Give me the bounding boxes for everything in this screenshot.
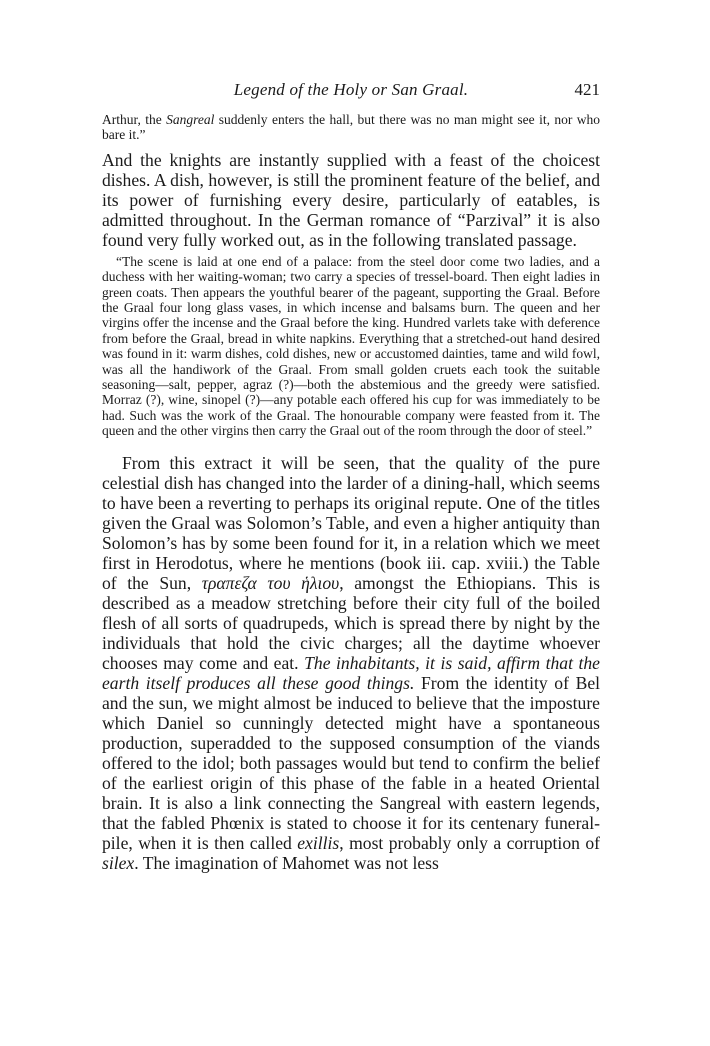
page-header [102, 80, 600, 110]
paragraph-1: And the knights are instantly supplied with a feast of the choicest dishes. A dish, however, is still the prominent feature of the belief, and its power of furnishing every desire, particularly of eatables, is admitted throughout. In the German romance of “Parzival” it is also found very fully worked out, as in the following translated passage. [102, 149, 600, 250]
paragraph-2-text-1: From this extract it will be seen, that the quality of the pure celestial dish has changed into the larder of a dining-hall, which seems to have been a reverting to perhaps its original repute. One of the titles given the Graal was Solomon’s Table, and even a higher antiquity than Solomon’s has by some been found for it, in a relation which we meet first in Herodotus, where he mentions (book iii. cap. xviii.) the Table of the Sun, [102, 452, 600, 593]
page-number: 421 [574, 80, 600, 99]
paragraph-2-text-3: From the identity of Bel and the sun, we might almost be induced to believe that the imposture which Daniel so cunningly detected might have a spontaneous production, superadded to the supposed consumption of the viands offered to the idol; both passages would but tend to confirm the belief of the earliest origin of this phase of the fable in a heated Oriental brain. It is also a link connecting the Sangreal with eastern legends, that the fabled Phœnix is stated to choose it for its centenary funeral-pile, when it is then called [102, 672, 601, 853]
greek-phrase: τραπεζα του ἡλιου [201, 572, 340, 593]
quote-continuation-text-1: Arthur, the [102, 112, 167, 127]
parzival-quote: “The scene is laid at one end of a palace: from the steel door come two ladies, and a duchess with her waiting-woman; two carry a species of tressel-board. Then eight ladies in green coats. Then appears the youthful bearer of the pageant, supporting the Graal. Before the Graal four long glass vases, in which incense and balsams burn. The queen and her virgins offer the incense and the Graal before the king. Hundred varlets take with deference from before the Graal, bread in white napkins. Everything that a stretched-out hand desired was found in it: warm dishes, cold dishes, new or accustomed dainties, tame and wild fowl, was all the handiwork of the Graal. From small golden cruets each took the suitable seasoning—salt, pepper, agraz (?)—both the abstemious and the greedy were satisfied. Morraz (?), wine, sinopel (?)—any potable each offered his cup for was immediately to be had. Such was the work of the Graal. The honourable company were feasted from it. The queen and the other virgins then carry the Graal out of the room through the door of steel.” [102, 253, 600, 439]
paragraph-2-italic-exillis: exillis [297, 832, 340, 853]
paragraph-2-italic-1: The inhabitants, it is said, affirm that the earth itself produces all these good things. [102, 652, 600, 693]
book-page [102, 80, 600, 873]
quote-continuation-text-2: suddenly enters the hall, but there was no man might see it, nor who bare it.” [102, 112, 600, 143]
paragraph-2-text-2: , amongst the Ethiopians. This is described as a meadow stretching before their city full of the boiled flesh of all sorts of quadrupeds, which is spread there by night by the individuals that hold the civic charges; all the daytime whoever chooses may come and eat. [102, 572, 601, 673]
running-title: Legend of the Holy or San Graal. [233, 80, 469, 99]
quote-continuation [102, 112, 600, 143]
quote-continuation-italic: Sangreal [166, 112, 215, 127]
paragraph-2-text-4: , most probably only a corruption of [339, 832, 600, 853]
paragraph-2-text-5: . The imagination of Mahomet was not less [134, 852, 439, 873]
paragraph-2 [102, 453, 600, 873]
paragraph-2-italic-silex: silex [102, 852, 135, 873]
